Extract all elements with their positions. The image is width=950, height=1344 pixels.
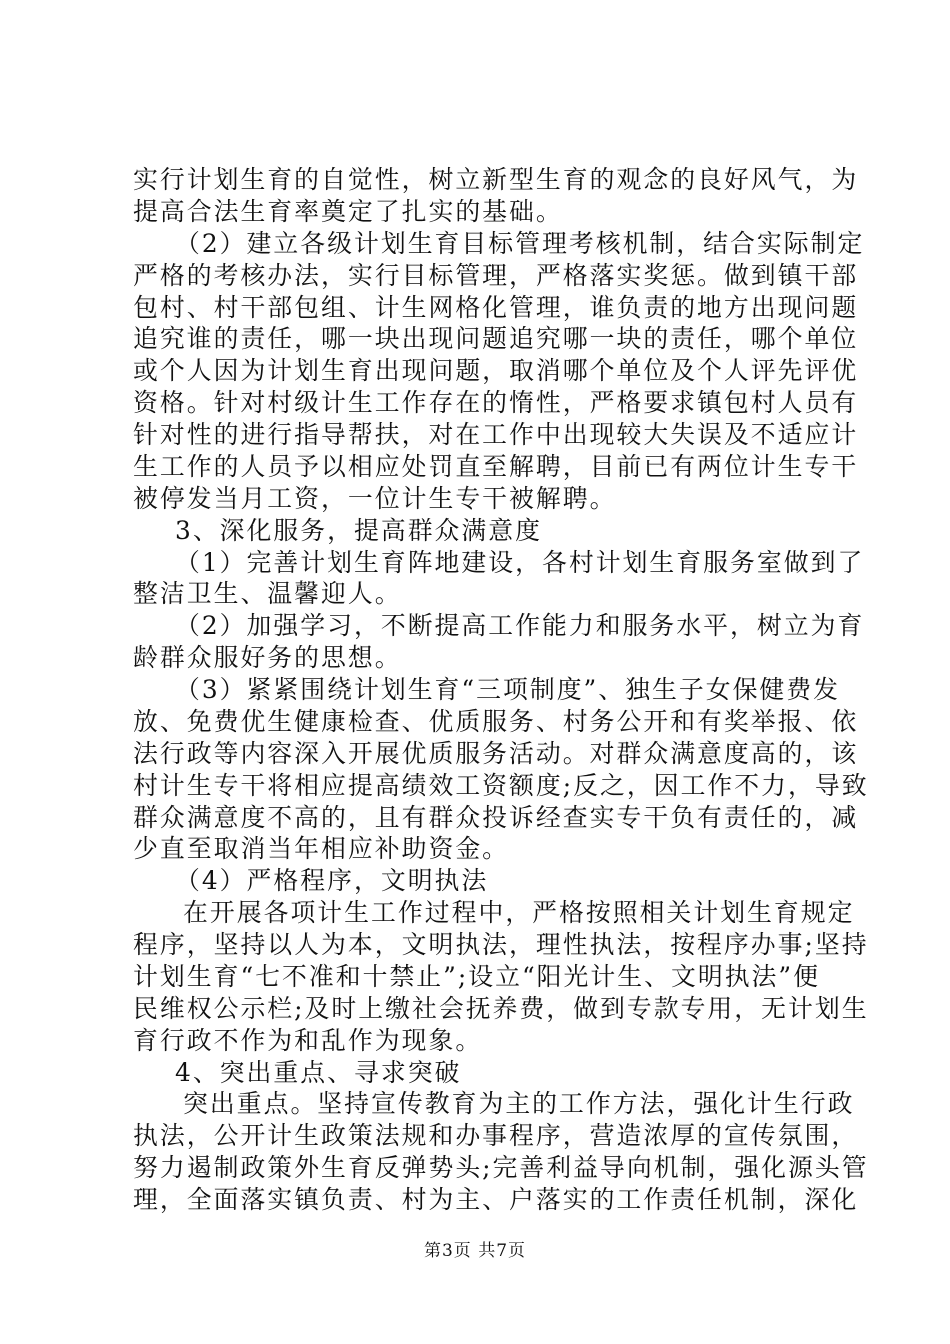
text-line: 针对性的进行指导帮扶，对在工作中出现较大失误及不适应计 — [133, 420, 859, 449]
sub-heading: （4）严格程序，文明执法 — [175, 866, 489, 895]
text-line: 民维权公示栏;及时上缴社会抚养费，做到专款专用，无计划生 — [133, 994, 869, 1023]
text-line: 追究谁的责任，哪一块出现问题追究哪一块的责任，哪个单位 — [133, 324, 859, 353]
text-line: 执法，公开计生政策法规和办事程序，营造浓厚的宣传氛围， — [133, 1121, 859, 1150]
page-number-footer: 第3页 共7页 — [423, 1241, 527, 1261]
text-line: 理，全面落实镇负责、村为主、户落实的工作责任机制，深化 — [133, 1185, 859, 1214]
text-line: 育行政不作为和乱作为现象。 — [133, 1026, 483, 1055]
text-line: 资格。针对村级计生工作存在的惰性，严格要求镇包村人员有 — [133, 388, 859, 417]
text-line: 村计生专干将相应提高绩效工资额度;反之，因工作不力，导致 — [133, 771, 869, 800]
text-line: 突出重点。坚持宣传教育为主的工作方法，强化计生行政 — [183, 1089, 855, 1118]
section-heading: 3、深化服务，提高群众满意度 — [175, 516, 542, 545]
text-line: 实行计划生育的自觉性，树立新型生育的观念的良好风气，为 — [133, 165, 859, 194]
text-line: 法行政等内容深入开展优质服务活动。对群众满意度高的，该 — [133, 739, 859, 768]
text-line: （3）紧紧围绕计划生育“三项制度”、独生子女保健费发 — [175, 675, 841, 704]
text-line: 努力遏制政策外生育反弹势头;完善利益导向机制，强化源头管 — [133, 1153, 869, 1182]
text-line: 少直至取消当年相应补助资金。 — [133, 834, 510, 863]
text-line: （2）加强学习，不断提高工作能力和服务水平，树立为育 — [175, 611, 865, 640]
text-line: （2）建立各级计划生育目标管理考核机制，结合实际制定 — [175, 229, 865, 258]
text-line: 放、免费优生健康检查、优质服务、村务公开和有奖举报、依 — [133, 707, 859, 736]
text-line: 整洁卫生、温馨迎人。 — [133, 579, 402, 608]
text-line: 被停发当月工资，一位计生专干被解聘。 — [133, 484, 617, 513]
text-line: 群众满意度不高的，且有群众投诉经查实专干负有责任的，减 — [133, 803, 859, 832]
text-line: 计划生育“七不准和十禁止”;设立“阳光计生、文明执法”便 — [133, 962, 820, 991]
text-line: 程序，坚持以人为本，文明执法，理性执法，按程序办事;坚持 — [133, 930, 869, 959]
text-line: 提高合法生育率奠定了扎实的基础。 — [133, 197, 563, 226]
text-line: （1）完善计划生育阵地建设，各村计划生育服务室做到了 — [175, 548, 865, 577]
text-line: 龄群众服好务的思想。 — [133, 643, 402, 672]
text-line: 包村、村干部包组、计生网格化管理，谁负责的地方出现问题 — [133, 293, 859, 322]
text-line: 在开展各项计生工作过程中，严格按照相关计划生育规定 — [183, 898, 855, 927]
text-line: 或个人因为计划生育出现问题，取消哪个单位及个人评先评优 — [133, 356, 859, 385]
section-heading: 4、突出重点、寻求突破 — [175, 1058, 462, 1087]
text-line: 生工作的人员予以相应处罚直至解聘，目前已有两位计生专干 — [133, 452, 859, 481]
text-line: 严格的考核办法，实行目标管理，严格落实奖惩。做到镇干部 — [133, 261, 859, 290]
